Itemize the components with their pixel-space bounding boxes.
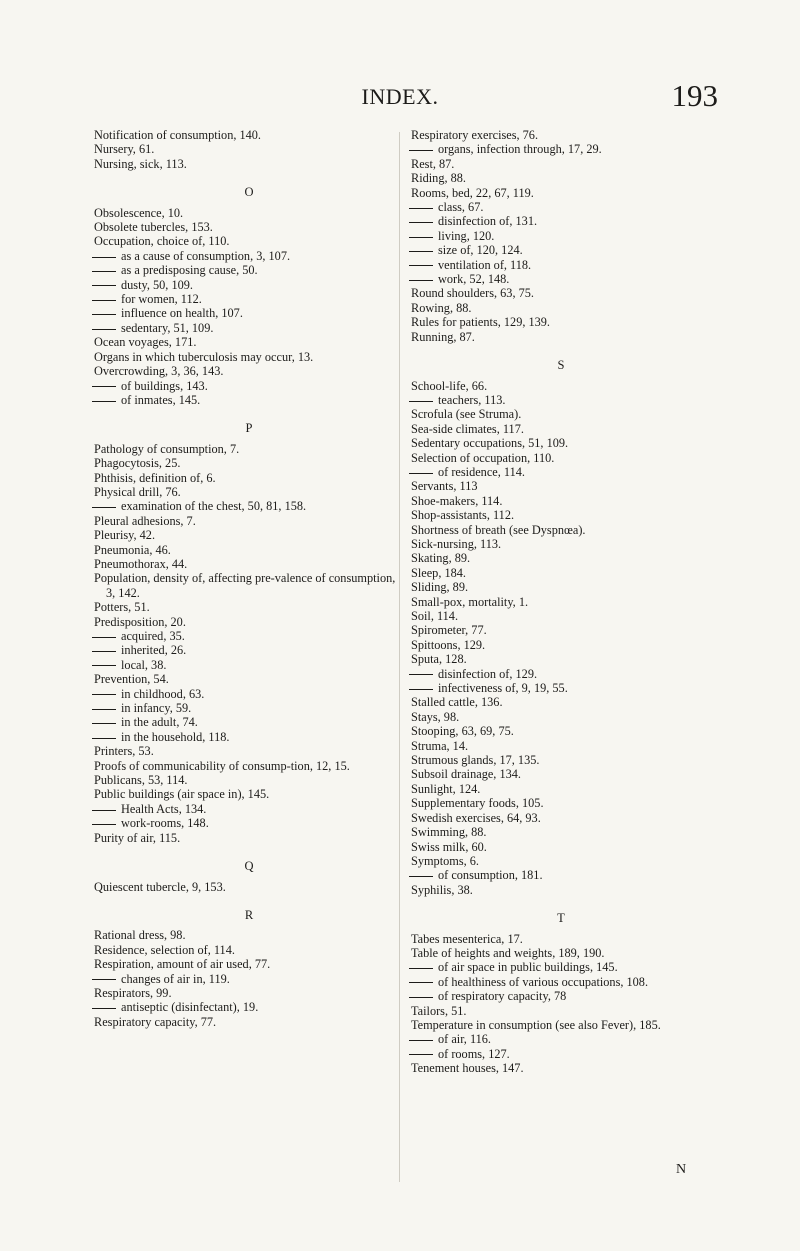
index-subentry bbox=[411, 681, 711, 695]
ditto-dash bbox=[92, 979, 116, 980]
index-entry: Supplementary foods, 105. bbox=[411, 796, 544, 811]
ditto-dash bbox=[92, 329, 116, 330]
index-entry: Respirators, 99. bbox=[94, 985, 172, 1000]
ditto-dash bbox=[409, 251, 433, 252]
ditto-dash bbox=[92, 824, 116, 825]
index-subentry-text: of residence, 114. bbox=[438, 464, 525, 479]
ditto-dash bbox=[92, 723, 116, 724]
index-subentry-text: changes of air in, 119. bbox=[121, 971, 230, 986]
index-subentry bbox=[411, 393, 711, 407]
ditto-dash bbox=[92, 665, 116, 666]
index-subentry bbox=[411, 667, 711, 681]
index-subentry-text: of air space in public buildings, 145. bbox=[438, 960, 618, 975]
ditto-dash bbox=[409, 876, 433, 877]
ditto-dash bbox=[92, 257, 116, 258]
index-entry: Sunlight, 124. bbox=[411, 781, 481, 796]
index-entry: Prevention, 54. bbox=[94, 672, 169, 687]
index-entry: Respiratory exercises, 76. bbox=[411, 128, 539, 142]
index-entry: Public buildings (air space in), 145. bbox=[94, 787, 270, 802]
index-entry: Servants, 113 bbox=[411, 479, 478, 494]
index-column-left bbox=[94, 128, 404, 1029]
index-subentry bbox=[94, 972, 404, 986]
index-subentry bbox=[94, 249, 404, 263]
index-subentry-text: of consumption, 181. bbox=[438, 868, 543, 883]
ditto-dash bbox=[92, 285, 116, 286]
index-entry: Sliding, 89. bbox=[411, 580, 469, 595]
index-subentry bbox=[411, 258, 711, 272]
index-entry: Subsoil drainage, 134. bbox=[411, 767, 521, 782]
index-entry: Spirometer, 77. bbox=[411, 623, 487, 638]
ditto-dash bbox=[92, 314, 116, 315]
ditto-dash bbox=[92, 810, 116, 811]
ditto-dash bbox=[409, 473, 433, 474]
ditto-dash bbox=[92, 300, 116, 301]
index-subentry-text: antiseptic (disinfectant), 19. bbox=[121, 1000, 259, 1015]
index-column-right bbox=[411, 128, 711, 1076]
index-subentry-text: in childhood, 63. bbox=[121, 686, 205, 701]
index-entry: Nursery, 61. bbox=[94, 142, 155, 157]
ditto-dash bbox=[92, 651, 116, 652]
index-subentry-text: disinfection of, 129. bbox=[438, 666, 538, 681]
index-entry: Swiss milk, 60. bbox=[411, 839, 487, 854]
index-subentry bbox=[411, 465, 711, 479]
index-subentry-text: of rooms, 127. bbox=[438, 1046, 510, 1061]
index-entry: Table of heights and weights, 189, 190. bbox=[411, 945, 605, 960]
index-subentry-text: living, 120. bbox=[438, 228, 495, 243]
index-subentry-text: dusty, 50, 109. bbox=[121, 277, 193, 292]
ditto-dash bbox=[92, 709, 116, 710]
index-subentry bbox=[94, 278, 404, 292]
section-letter: Q bbox=[244, 859, 254, 874]
index-subentry-text: size of, 120, 124. bbox=[438, 243, 523, 258]
index-entry: Symptoms, 6. bbox=[411, 853, 479, 868]
index-entry: Phthisis, definition of, 6. bbox=[94, 470, 216, 485]
index-subentry bbox=[94, 687, 404, 701]
index-subentry-text: disinfection of, 131. bbox=[438, 214, 538, 229]
index-subentry bbox=[411, 1032, 711, 1046]
index-subentry-text: in infancy, 59. bbox=[121, 701, 192, 716]
index-subentry-text: examination of the chest, 50, 81, 158. bbox=[121, 499, 307, 514]
index-subentry-text: work, 52, 148. bbox=[438, 272, 510, 287]
index-entry: Pleural adhesions, 7. bbox=[94, 513, 196, 528]
ditto-dash bbox=[409, 237, 433, 238]
index-entry: Phagocytosis, 25. bbox=[94, 456, 181, 471]
index-subentry bbox=[94, 730, 404, 744]
index-subentry-text: for women, 112. bbox=[121, 292, 202, 307]
index-subentry-text: local, 38. bbox=[121, 657, 167, 672]
index-subentry bbox=[411, 960, 711, 974]
index-subentry bbox=[94, 292, 404, 306]
index-entry: Pathology of consumption, 7. bbox=[94, 441, 240, 456]
index-entry: Tailors, 51. bbox=[411, 1003, 467, 1018]
index-entry: Small-pox, mortality, 1. bbox=[411, 594, 529, 609]
index-entry: Pleurisy, 42. bbox=[94, 528, 156, 543]
index-subentry-text: sedentary, 51, 109. bbox=[121, 320, 214, 335]
ditto-dash bbox=[92, 507, 116, 508]
index-entry: Ocean voyages, 171. bbox=[94, 335, 197, 350]
page-number: 193 bbox=[671, 78, 718, 113]
index-entry: Potters, 51. bbox=[94, 600, 150, 615]
index-entry: Shoe-makers, 114. bbox=[411, 493, 503, 508]
ditto-dash bbox=[409, 208, 433, 209]
index-subentry bbox=[94, 816, 404, 830]
index-entry: Rest, 87. bbox=[411, 156, 455, 171]
index-entry: Rowing, 88. bbox=[411, 300, 472, 315]
section-letter: R bbox=[244, 907, 254, 922]
index-entry: Shortness of breath (see Dyspnœa). bbox=[411, 522, 586, 537]
index-entry: Rational dress, 98. bbox=[94, 928, 186, 943]
index-subentry bbox=[94, 263, 404, 277]
index-entry: Sick-nursing, 113. bbox=[411, 536, 502, 551]
index-entry: Stooping, 63, 69, 75. bbox=[411, 724, 514, 739]
index-subentry bbox=[94, 306, 404, 320]
index-subentry-text: inherited, 26. bbox=[121, 643, 187, 658]
index-entry: Respiratory capacity, 77. bbox=[94, 1014, 217, 1029]
index-entry: Residence, selection of, 114. bbox=[94, 942, 235, 957]
index-entry: Organs in which tuberculosis may occur, 13. bbox=[94, 349, 314, 364]
index-entry: Stays, 98. bbox=[411, 709, 460, 724]
index-entry: Swimming, 88. bbox=[411, 825, 487, 840]
index-subentry-text: infectiveness of, 9, 19, 55. bbox=[438, 681, 568, 696]
index-entry: Pneumothorax, 44. bbox=[94, 556, 188, 571]
ditto-dash bbox=[92, 1008, 116, 1009]
index-entry: Riding, 88. bbox=[411, 171, 466, 186]
index-subentry bbox=[411, 243, 711, 257]
section-letter: P bbox=[245, 421, 253, 436]
index-entry: Rules for patients, 129, 139. bbox=[411, 315, 551, 330]
index-subentry-text: of buildings, 143. bbox=[121, 378, 208, 393]
index-subentry bbox=[94, 802, 404, 816]
index-entry: Purity of air, 115. bbox=[94, 830, 181, 845]
index-entry: Predisposition, 20. bbox=[94, 614, 186, 629]
index-subentry bbox=[411, 229, 711, 243]
index-entry: Syphilis, 38. bbox=[411, 882, 473, 897]
ditto-dash bbox=[409, 997, 433, 998]
index-entry: Sputa, 128. bbox=[411, 652, 467, 667]
index-entry: Running, 87. bbox=[411, 329, 475, 344]
index-entry: Selection of occupation, 110. bbox=[411, 450, 555, 465]
ditto-dash bbox=[92, 401, 116, 402]
index-entry: School-life, 66. bbox=[411, 378, 488, 393]
index-subentry-text: of healthiness of various occupations, 108. bbox=[438, 974, 649, 989]
index-subentry-text: as a predisposing cause, 50. bbox=[121, 263, 258, 278]
index-entry: Physical drill, 76. bbox=[94, 484, 181, 499]
index-subentry bbox=[411, 868, 711, 882]
index-entry: Temperature in consumption (see also Fever), 185. bbox=[411, 1017, 661, 1032]
index-subentry bbox=[94, 658, 404, 672]
index-entry: Notification of consumption, 140. bbox=[94, 128, 262, 142]
index-entry: Obsolescence, 10. bbox=[94, 205, 184, 220]
index-subentry bbox=[94, 379, 404, 393]
ditto-dash bbox=[409, 401, 433, 402]
index-entry: Skating, 89. bbox=[411, 551, 471, 566]
index-subentry-text: in the household, 118. bbox=[121, 729, 230, 744]
index-entry: Overcrowding, 3, 36, 143. bbox=[94, 364, 224, 379]
index-entry: Sedentary occupations, 51, 109. bbox=[411, 436, 569, 451]
index-subentry-text: teachers, 113. bbox=[438, 392, 506, 407]
index-entry: Proofs of communicability of consump-tion, 12, 15. bbox=[94, 758, 350, 773]
index-entry: Sea-side climates, 117. bbox=[411, 421, 524, 436]
ditto-dash bbox=[409, 982, 433, 983]
ditto-dash bbox=[92, 386, 116, 387]
index-subentry bbox=[411, 1047, 711, 1061]
ditto-dash bbox=[409, 222, 433, 223]
ditto-dash bbox=[92, 271, 116, 272]
index-entry: Tabes mesenterica, 17. bbox=[411, 931, 523, 946]
index-subentry-text: class, 67. bbox=[438, 200, 484, 215]
index-entry: Round shoulders, 63, 75. bbox=[411, 286, 534, 301]
index-subentry-text: acquired, 35. bbox=[121, 629, 185, 643]
ditto-dash bbox=[92, 738, 116, 739]
page-header bbox=[0, 78, 800, 118]
ditto-dash bbox=[409, 674, 433, 675]
index-entry: Struma, 14. bbox=[411, 738, 469, 753]
index-subentry bbox=[94, 321, 404, 335]
index-entry: Obsolete tubercles, 153. bbox=[94, 220, 213, 235]
index-subentry-text: work-rooms, 148. bbox=[121, 816, 209, 831]
index-entry: Pneumonia, 46. bbox=[94, 542, 171, 557]
index-subentry bbox=[94, 643, 404, 657]
index-subentry bbox=[94, 1000, 404, 1014]
index-subentry-text: organs, infection through, 17, 29. bbox=[438, 142, 602, 157]
index-entry: Publicans, 53, 114. bbox=[94, 773, 188, 788]
index-entry: Quiescent tubercle, 9, 153. bbox=[94, 879, 226, 894]
index-entry: Scrofula (see Struma). bbox=[411, 407, 522, 422]
ditto-dash bbox=[409, 265, 433, 266]
index-entry: Occupation, choice of, 110. bbox=[94, 234, 230, 249]
ditto-dash bbox=[92, 637, 116, 638]
index-entry: Swedish exercises, 64, 93. bbox=[411, 810, 541, 825]
index-subentry bbox=[94, 701, 404, 715]
ditto-dash bbox=[409, 150, 433, 151]
column-divider bbox=[399, 132, 400, 1182]
index-entry: Stalled cattle, 136. bbox=[411, 695, 503, 710]
ditto-dash bbox=[409, 1040, 433, 1041]
index-entry: Tenement houses, 147. bbox=[411, 1061, 524, 1076]
index-subentry bbox=[411, 989, 711, 1003]
index-subentry bbox=[411, 272, 711, 286]
section-letter: T bbox=[557, 911, 565, 926]
ditto-dash bbox=[409, 1054, 433, 1055]
index-entry: Respiration, amount of air used, 77. bbox=[94, 957, 271, 972]
index-entry: Nursing, sick, 113. bbox=[94, 156, 187, 171]
index-entry: Shop-assistants, 112. bbox=[411, 508, 515, 523]
index-subentry bbox=[94, 629, 404, 643]
index-subentry bbox=[94, 393, 404, 407]
index-subentry bbox=[411, 142, 711, 156]
ditto-dash bbox=[409, 689, 433, 690]
index-entry: Soil, 114. bbox=[411, 609, 459, 623]
signature-mark: N bbox=[676, 1162, 687, 1177]
ditto-dash bbox=[409, 280, 433, 281]
index-entry: Printers, 53. bbox=[94, 744, 154, 759]
index-subentry-text: of respiratory capacity, 78 bbox=[438, 989, 567, 1004]
index-entry: Population, density of, affecting pre-valence of consumption, 3, 142. bbox=[94, 571, 396, 600]
index-entry: Rooms, bed, 22, 67, 119. bbox=[411, 185, 534, 200]
page-title: INDEX. bbox=[361, 84, 439, 109]
index-subentry-text: as a cause of consumption, 3, 107. bbox=[121, 248, 291, 263]
index-subentry bbox=[411, 200, 711, 214]
index-subentry-text: Health Acts, 134. bbox=[121, 801, 207, 816]
index-subentry-text: influence on health, 107. bbox=[121, 306, 243, 321]
section-letter: O bbox=[244, 185, 254, 200]
index-entry: Sleep, 184. bbox=[411, 565, 466, 580]
index-subentry bbox=[411, 975, 711, 989]
index-subentry bbox=[411, 214, 711, 228]
index-subentry bbox=[94, 715, 404, 729]
ditto-dash bbox=[92, 694, 116, 695]
index-subentry-text: of inmates, 145. bbox=[121, 392, 201, 407]
index-entry: Spittoons, 129. bbox=[411, 637, 486, 652]
index-subentry-text: in the adult, 74. bbox=[121, 715, 198, 730]
index-entry: Strumous glands, 17, 135. bbox=[411, 753, 540, 768]
index-subentry-text: of air, 116. bbox=[438, 1032, 492, 1047]
section-letter: S bbox=[557, 358, 565, 373]
index-subentry bbox=[94, 499, 404, 513]
ditto-dash bbox=[409, 968, 433, 969]
index-subentry-text: ventilation of, 118. bbox=[438, 257, 532, 272]
